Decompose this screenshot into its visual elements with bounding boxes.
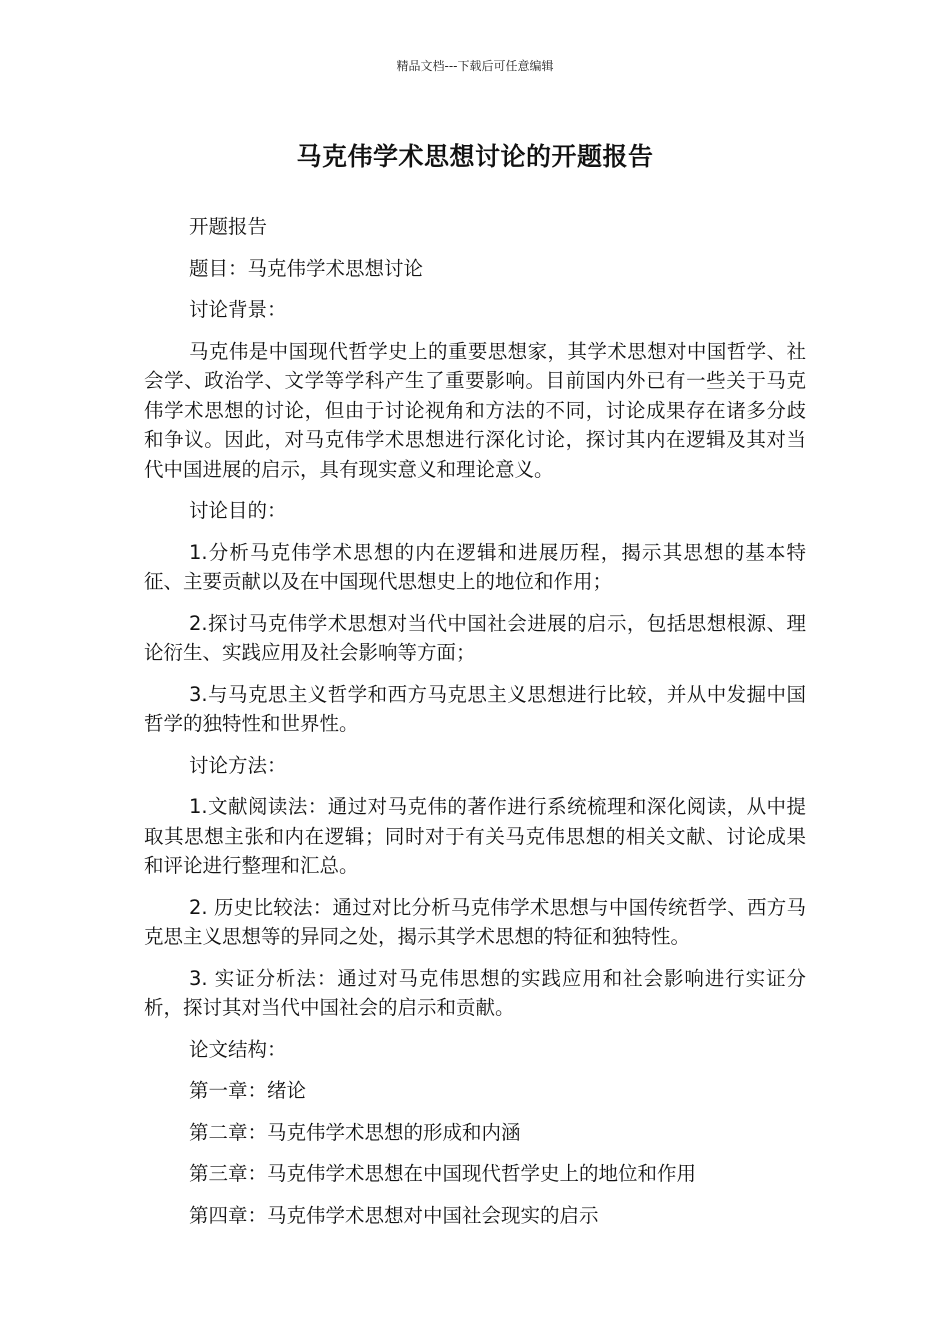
chapter-item-2: 第二章：马克伟学术思想的形成和内涵 bbox=[189, 1120, 521, 1144]
section-label-report: 开题报告 bbox=[189, 215, 268, 238]
background-paragraph: 马克伟是中国现代哲学史上的重要思想家，其学术思想对中国哲学、社会学、政治学、文学等学科产生了重要影响。目前国内外已有一些关于马克伟学术思想的讨论，但由于讨论视角和方法的不同，讨论成果存在诸多分歧和争议。因此，对马克伟学术思想进行深化讨论，探讨其内在逻辑及其对当代中国进展的启示，具有现实意义和理论意义。 bbox=[144, 339, 806, 481]
chapter-item-3: 第三章：马克伟学术思想在中国现代哲学史上的地位和作用 bbox=[189, 1162, 697, 1185]
document-body bbox=[144, 212, 806, 1242]
method-item-3: 3. 实证分析法：通过对马克伟思想的实践应用和社会影响进行实证分析，探讨其对当代中国社会的启示和贡献。 bbox=[144, 966, 806, 1019]
method-item-2: 2. 历史比较法：通过对比分析马克伟学术思想与中国传统哲学、西方马克思主义思想等的异同之处，揭示其学术思想的特征和独特性。 bbox=[144, 895, 806, 948]
document-title: 马克伟学术思想讨论的开题报告 bbox=[296, 142, 654, 171]
section-heading-structure: 论文结构： bbox=[189, 1037, 287, 1061]
purpose-item-2: 2.探讨马克伟学术思想对当代中国社会进展的启示，包括思想根源、理论衍生、实践应用及社会影响等方面； bbox=[144, 611, 806, 664]
purpose-item-3: 3.与马克思主义哲学和西方马克思主义思想进行比较，并从中发掘中国哲学的独特性和世界性。 bbox=[144, 682, 806, 735]
topic-line: 题目：马克伟学术思想讨论 bbox=[189, 256, 424, 280]
chapter-item-4: 第四章：马克伟学术思想对中国社会现实的启示 bbox=[189, 1203, 599, 1227]
section-heading-background: 讨论背景： bbox=[189, 298, 287, 321]
method-item-1: 1.文献阅读法：通过对马克伟的著作进行系统梳理和深化阅读，从中提取其思想主张和内在逻辑；同时对于有关马克伟思想的相关文献、讨论成果和评论进行整理和汇总。 bbox=[144, 795, 806, 877]
section-heading-purpose: 讨论目的： bbox=[189, 499, 287, 522]
purpose-item-1: 1.分析马克伟学术思想的内在逻辑和进展历程，揭示其思想的基本特征、主要贡献以及在中国现代思想史上的地位和作用； bbox=[144, 540, 806, 593]
page-header-note: 精品文档---下载后可任意编辑 bbox=[396, 59, 554, 73]
chapter-item-1: 第一章：绪论 bbox=[189, 1079, 307, 1102]
section-heading-methods: 讨论方法： bbox=[189, 753, 287, 777]
